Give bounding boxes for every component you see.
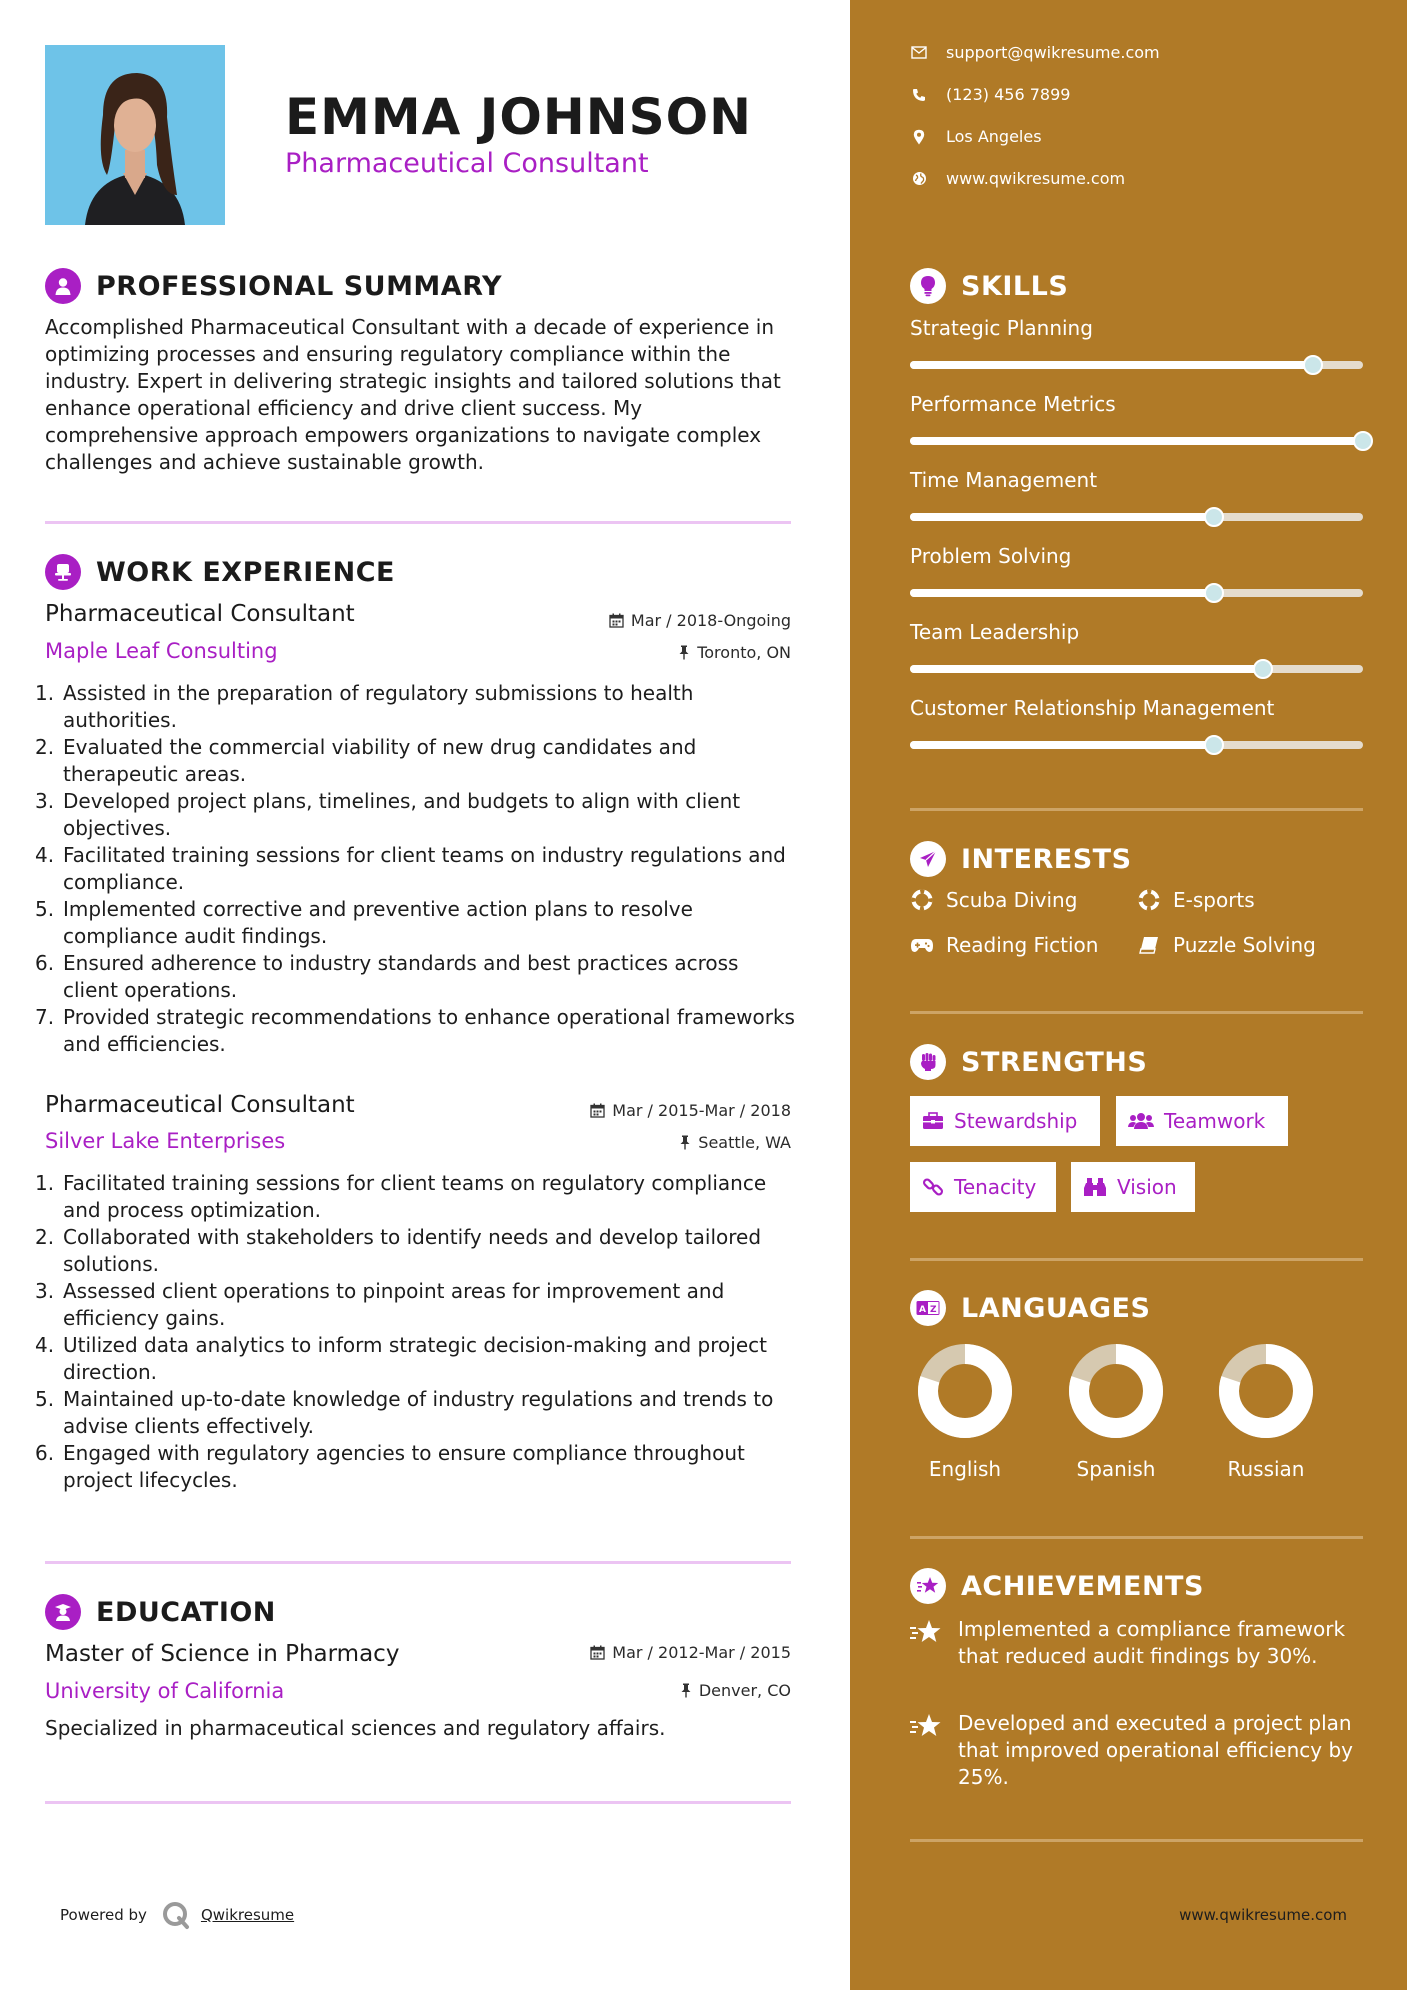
job-bullets: [35, 1170, 795, 1494]
graduate-icon: [45, 1594, 81, 1630]
qwikresume-logo-icon: [161, 1900, 191, 1930]
job-date: [590, 1101, 791, 1120]
work-heading: [45, 554, 395, 590]
achievements-heading: [910, 1568, 1204, 1604]
star-icon: [910, 1616, 942, 1670]
contact-location: [910, 127, 1042, 146]
skill-bar: [910, 665, 1363, 673]
section-divider: [45, 1801, 791, 1804]
list-item: 4. Utilized data analytics to inform strategic decision-making and project direction.: [35, 1333, 767, 1384]
office-chair-icon: [45, 554, 81, 590]
profile-photo: [45, 45, 225, 225]
users-icon: [1128, 1112, 1154, 1130]
skill-bar-fill: [910, 741, 1214, 749]
education-date-text: Mar / 2012-Mar / 2015: [612, 1643, 791, 1662]
strength-badge: Teamwork: [1116, 1096, 1288, 1146]
skill-name: Performance Metrics: [910, 392, 1116, 416]
skill-bar-knob: [1204, 735, 1224, 755]
calendar-icon: [609, 613, 624, 628]
star-icon: [910, 1568, 946, 1604]
section-divider: [910, 808, 1363, 811]
skill-bar-fill: [910, 589, 1214, 597]
job-date-text: Mar / 2018-Ongoing: [630, 611, 791, 630]
contact-website: [910, 169, 1125, 188]
calendar-icon: [590, 1645, 605, 1660]
list-item: 6. Ensured adherence to industry standards and best practices across client operations.: [35, 951, 739, 1002]
list-item: 3. Assessed client operations to pinpoint areas for improvement and efficiency gains.: [35, 1279, 725, 1330]
skill-bar-fill: [910, 665, 1263, 673]
contact-phone-text: (123) 456 7899: [946, 85, 1071, 104]
section-divider: [910, 1258, 1363, 1261]
skill-name: Time Management: [910, 468, 1098, 492]
contact-email-text[interactable]: support@qwikresume.com: [946, 43, 1160, 62]
job-title: Pharmaceutical Consultant: [45, 601, 355, 627]
skill-bar-knob: [1204, 507, 1224, 527]
section-divider: [910, 1011, 1363, 1014]
map-marker-icon: [910, 129, 928, 145]
language-name: English: [928, 1457, 1002, 1481]
paper-plane-icon: [910, 841, 946, 877]
skill-bar-knob: [1353, 431, 1373, 451]
interests-title: INTERESTS: [961, 843, 1132, 875]
job-bullets: [35, 680, 795, 1058]
list-item: 5. Maintained up-to-date knowledge of industry regulations and trends to advise clients effectively.: [35, 1387, 774, 1438]
sidebar: [850, 0, 1407, 1990]
binoculars-icon: [1083, 1177, 1107, 1197]
skill-bar-knob: [1204, 583, 1224, 603]
skill-bar-knob: [1253, 659, 1273, 679]
lightbulb-icon: [910, 268, 946, 304]
language-name: Russian: [1227, 1457, 1305, 1481]
skill-name: Problem Solving: [910, 544, 1072, 568]
life-ring-icon: [1137, 889, 1161, 911]
interests-heading: [910, 841, 1132, 877]
achievement-item: Developed and executed a project plan that improved operational efficiency by 25%.: [910, 1710, 1370, 1791]
list-item: 1. Facilitated training sessions for client teams on regulatory compliance and process optimization.: [35, 1171, 767, 1222]
language-ring: [1218, 1343, 1314, 1439]
skill-bar-knob: [1303, 355, 1323, 375]
contact-website-text[interactable]: www.qwikresume.com: [946, 169, 1126, 188]
star-icon: [910, 1710, 942, 1791]
contact-location-text: Los Angeles: [946, 127, 1042, 146]
work-title: WORK EXPERIENCE: [96, 556, 395, 588]
education-date: [590, 1643, 791, 1662]
list-item: 7. Provided strategic recommendations to enhance operational frameworks and efficiencies.: [35, 1005, 795, 1056]
globe-icon: [910, 171, 928, 186]
strength-badge: Vision: [1071, 1162, 1195, 1212]
fist-icon: [910, 1044, 946, 1080]
job-company: Maple Leaf Consulting: [45, 639, 278, 663]
gamepad-icon: [910, 937, 934, 953]
skill-bar-fill: [910, 513, 1214, 521]
section-divider: [45, 521, 791, 524]
school-name: University of California: [45, 1679, 285, 1703]
languages-heading: [910, 1290, 1150, 1326]
section-divider: [910, 1536, 1363, 1539]
candidate-name: EMMA JOHNSON: [285, 88, 752, 146]
section-divider: [910, 1839, 1363, 1842]
language-item: [915, 1343, 1015, 1481]
footer-website[interactable]: www.qwikresume.com: [1179, 1906, 1347, 1924]
candidate-title: Pharmaceutical Consultant: [285, 148, 649, 179]
contact-phone: [910, 85, 1070, 104]
person-portrait-icon: [45, 45, 225, 225]
list-item: 4. Facilitated training sessions for client teams on industry regulations and compliance.: [35, 843, 786, 894]
language-name: Spanish: [1076, 1457, 1156, 1481]
pushpin-icon: [680, 1683, 692, 1698]
contact-email: [910, 43, 1160, 62]
strength-badge: Stewardship: [910, 1096, 1100, 1146]
achievement-item: Implemented a compliance framework that reduced audit findings by 30%.: [910, 1616, 1370, 1670]
interest-item: E-sports: [1137, 888, 1255, 912]
interest-item: Scuba Diving: [910, 888, 1077, 912]
language-ring: [917, 1343, 1013, 1439]
skills-heading: [910, 268, 1068, 304]
education-location-text: Denver, CO: [698, 1681, 791, 1700]
list-item: 2. Collaborated with stakeholders to identify needs and develop tailored solutions.: [35, 1225, 762, 1276]
skill-bar: [910, 361, 1363, 369]
list-item: 2. Evaluated the commercial viability of new drug candidates and therapeutic areas.: [35, 735, 697, 786]
envelope-icon: [910, 46, 928, 59]
skill-bar-fill: [910, 361, 1313, 369]
strength-badge: Tenacity: [910, 1162, 1056, 1212]
languages-title: LANGUAGES: [961, 1292, 1151, 1324]
skill-bar: [910, 589, 1363, 597]
job-title: Pharmaceutical Consultant: [45, 1092, 355, 1118]
language-item: [1216, 1343, 1316, 1481]
powered-by-label: Powered by: [60, 1906, 147, 1924]
strengths-title: STRENGTHS: [961, 1046, 1148, 1078]
language-ring: [1068, 1343, 1164, 1439]
skill-bar-fill: [910, 437, 1363, 445]
section-divider: [45, 1561, 791, 1564]
link-icon: [922, 1176, 944, 1198]
job-company: Silver Lake Enterprises: [45, 1129, 286, 1153]
summary-text: Accomplished Pharmaceutical Consultant with a decade of experience in optimizing processes and ensuring regulatory compliance within the industry. Expert in delivering strategic insights and tailored solutions that enhance operational efficiency and drive client success. My comprehensive approach empowers organizations to navigate complex challenges and achieve sustainable growth.: [45, 315, 781, 474]
calendar-icon: [590, 1103, 605, 1118]
skills-title: SKILLS: [961, 270, 1069, 302]
job-location: [678, 643, 791, 662]
phone-icon: [910, 88, 928, 102]
job-date: [609, 611, 791, 630]
pushpin-icon: [678, 645, 690, 660]
job-date-text: Mar / 2015-Mar / 2018: [612, 1101, 791, 1120]
job-location-text: Toronto, ON: [697, 643, 791, 662]
interest-item: Puzzle Solving: [1137, 933, 1316, 957]
book-icon: [1137, 936, 1161, 954]
life-ring-icon: [910, 889, 934, 911]
briefcase-icon: [922, 1112, 944, 1130]
education-heading: [45, 1594, 276, 1630]
skill-name: Team Leadership: [910, 620, 1080, 644]
powered-by: [60, 1900, 294, 1930]
svg-text:Z: Z: [930, 1305, 937, 1315]
achievements-title: ACHIEVEMENTS: [961, 1570, 1204, 1602]
summary-title: PROFESSIONAL SUMMARY: [96, 270, 503, 302]
skill-name: Strategic Planning: [910, 316, 1093, 340]
svg-text:A: A: [919, 1305, 926, 1315]
education-description: Specialized in pharmaceutical sciences and regulatory affairs.: [45, 1716, 666, 1740]
skill-bar: [910, 513, 1363, 521]
skill-bar: [910, 741, 1363, 749]
language-icon: [910, 1290, 946, 1326]
job-location-text: Seattle, WA: [698, 1133, 791, 1152]
list-item: 3. Developed project plans, timelines, and budgets to align with client objectives.: [35, 789, 741, 840]
skill-bar: [910, 437, 1363, 445]
education-title: EDUCATION: [96, 1596, 276, 1628]
interest-item: Reading Fiction: [910, 933, 1098, 957]
list-item: 5. Implemented corrective and preventive action plans to resolve compliance audit findings.: [35, 897, 693, 948]
strengths-heading: [910, 1044, 1147, 1080]
skill-name: Customer Relationship Management: [910, 696, 1275, 720]
pushpin-icon: [679, 1135, 691, 1150]
language-item: [1066, 1343, 1166, 1481]
list-item: 1. Assisted in the preparation of regulatory submissions to health authorities.: [35, 681, 694, 732]
job-location: [679, 1133, 791, 1152]
summary-heading: [45, 268, 502, 304]
qwikresume-link[interactable]: Qwikresume: [200, 1906, 295, 1924]
user-icon: [45, 268, 81, 304]
degree-title: Master of Science in Pharmacy: [45, 1641, 400, 1667]
list-item: 6. Engaged with regulatory agencies to ensure compliance throughout project lifecycles.: [35, 1441, 745, 1492]
education-location: [680, 1681, 791, 1700]
